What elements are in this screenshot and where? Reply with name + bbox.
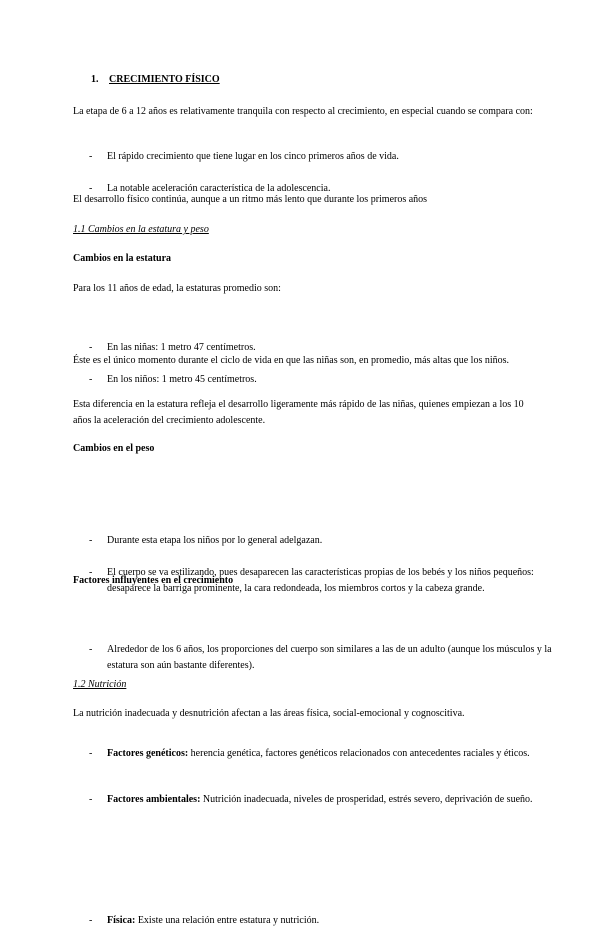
- list-item-text: El rápido crecimiento que tiene lugar en los cinco primeros años de vida.: [107, 151, 399, 162]
- section-title: CRECIMIENTO FÍSICO: [109, 74, 220, 85]
- list-item: [73, 746, 567, 762]
- subsection-title: 1.2 Nutrición: [73, 679, 127, 690]
- list-item: [73, 533, 567, 549]
- bullet-dash: -: [89, 374, 93, 385]
- nutricion-intro: La nutrición inadecuada y desnutrición afectan a las áreas física, social-emocional y cognoscitiva.: [73, 708, 465, 719]
- section-number: 1.: [91, 74, 99, 85]
- bullet-dash: -: [89, 794, 93, 805]
- list-item-text: Durante esta etapa los niños por lo general adelgazan.: [107, 535, 323, 546]
- factor-text: Nutrición inadecuada, niveles de prosperidad, estrés severo, deprivación de sueño.: [200, 794, 533, 805]
- factores-heading: Factores influyentes en el crecimiento: [73, 575, 234, 586]
- list-item: [73, 372, 567, 388]
- estatura-intro: Para los 11 años de edad, la estaturas promedio son:: [73, 283, 281, 294]
- bullet-dash: -: [89, 644, 93, 655]
- list-item-text: La notable aceleración característica de la adolescencia.: [107, 183, 331, 194]
- intro-paragraph: La etapa de 6 a 12 años es relativamente tranquila con respecto al crecimiento, en especial cuando se compara con:: [73, 106, 533, 117]
- estatura-paragraph: Éste es el único momento durante el ciclo de vida en que las niñas son, en promedio, más altas que los niños.: [73, 355, 510, 366]
- nutricion-term: Física:: [107, 915, 136, 926]
- bullet-dash: -: [89, 151, 93, 162]
- bullet-dash: -: [89, 342, 93, 353]
- peso-heading: Cambios en el peso: [73, 443, 155, 454]
- list-item-text: Alrededor de los 6 años, los proporciones del cuerpo son similares a las de un adulto (aunque los músculos y la estatura son aún bastante diferentes).: [107, 644, 552, 671]
- bullet-dash: -: [89, 567, 93, 578]
- list-item-text: En los niños: 1 metro 45 centímetros.: [107, 374, 257, 385]
- nutricion-text: Existe una relación entre estatura y nutrición.: [135, 915, 320, 926]
- list-item: [73, 913, 567, 929]
- factor-text: herencia genética, factores genéticos relacionados con antecedentes raciales y éticos.: [188, 748, 530, 759]
- list-item-text: En las niñas: 1 metro 47 centímetros.: [107, 342, 256, 353]
- bullet-dash: -: [89, 183, 93, 194]
- subsection-title: 1.1 Cambios en la estatura y peso: [73, 224, 209, 235]
- estatura-paragraph: Esta diferencia en la estatura refleja el desarrollo ligeramente más rápido de las niñas, quienes empiezan a los 10 años la aceleración del crecimiento adolescente.: [73, 399, 524, 426]
- bullet-dash: -: [89, 535, 93, 546]
- factor-term: Factores genéticos:: [107, 748, 189, 759]
- list-item: [73, 792, 567, 808]
- list-item-text: El cuerpo se va estilizando, pues desaparecen las características propias de los bebés y los niños pequeños: desaparece la barriga prominente, la cara redondeada, los miembros cortos y la cabeza grande.: [107, 567, 534, 594]
- list-item: [73, 642, 567, 674]
- list-item: [73, 149, 567, 165]
- estatura-heading: Cambios en la estatura: [73, 253, 172, 264]
- bullet-dash: -: [89, 748, 93, 759]
- document-page: [73, 0, 552, 926]
- continuation-paragraph: El desarrollo físico continúa, aunque a un ritmo más lento que durante los primeros años: [73, 194, 428, 205]
- bullet-dash: -: [89, 915, 93, 926]
- factor-term: Factores ambientales:: [107, 794, 201, 805]
